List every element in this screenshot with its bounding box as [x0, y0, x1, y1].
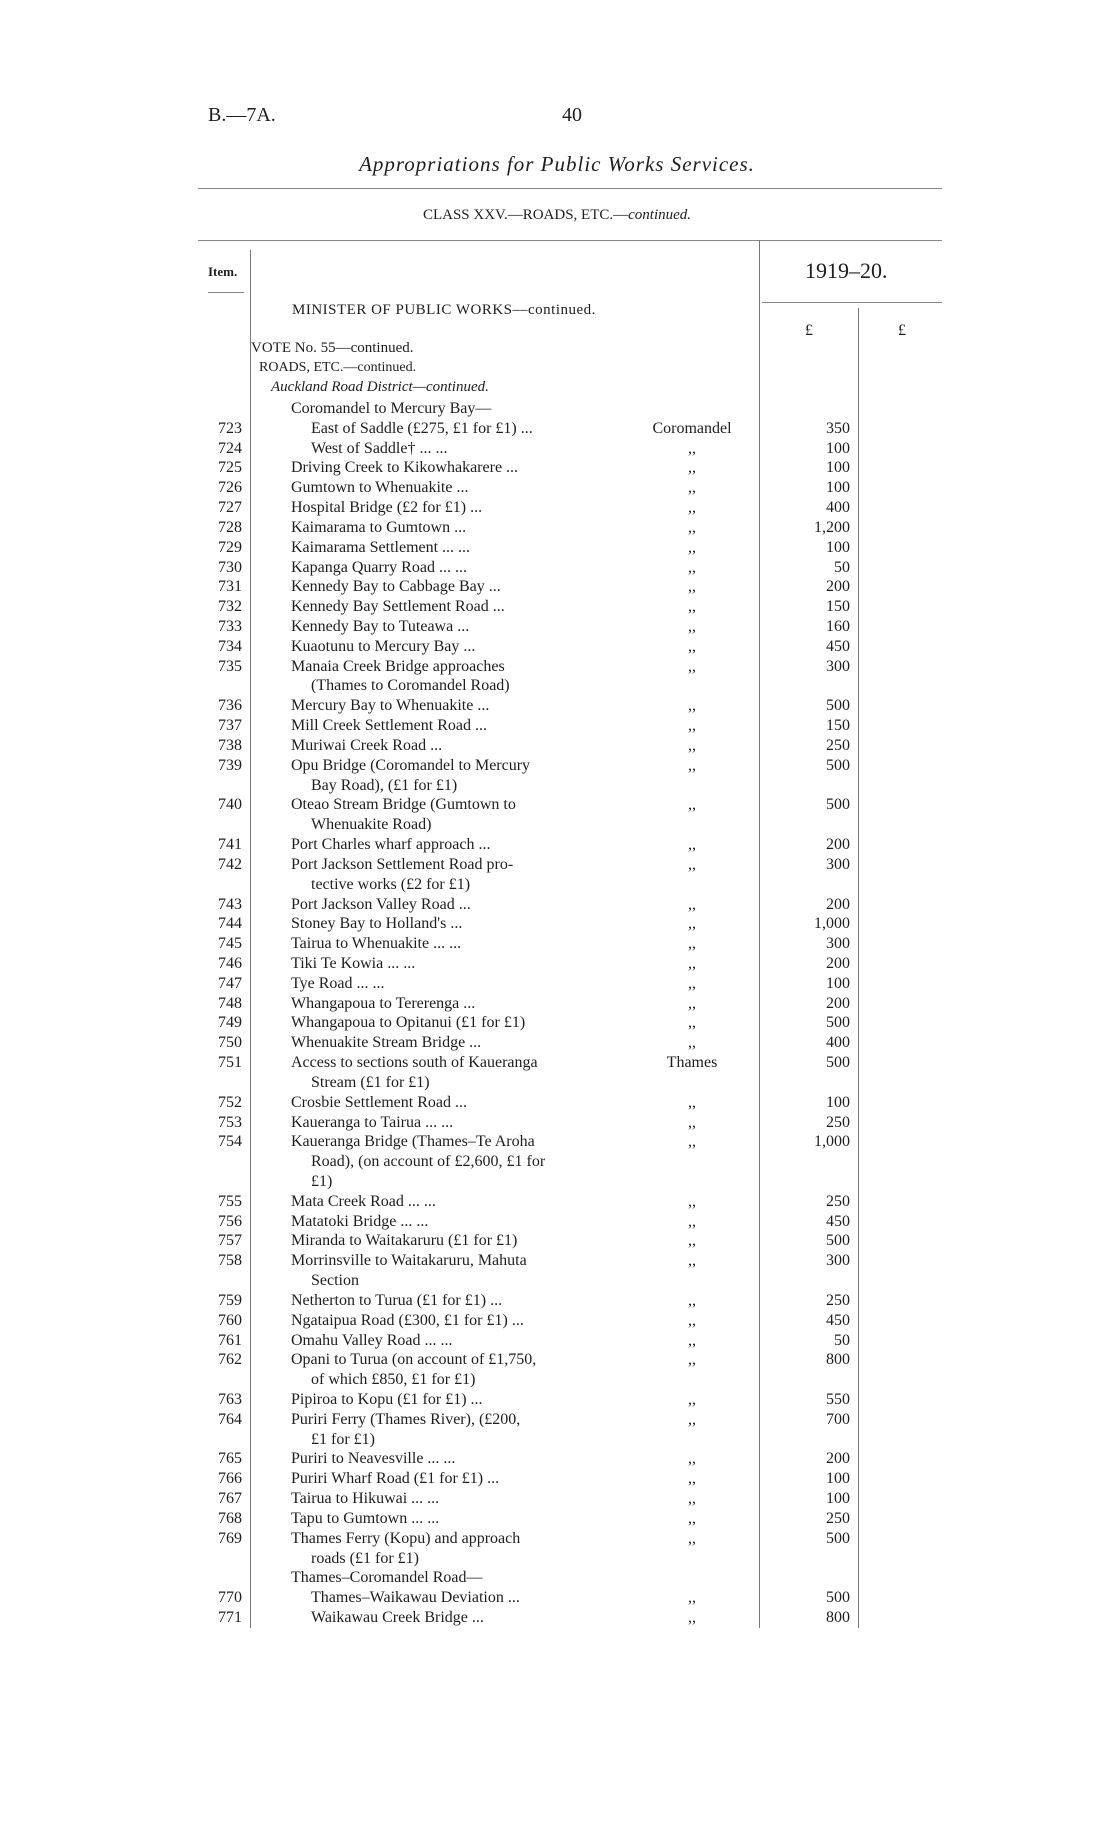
- item-number: 739: [218, 756, 242, 774]
- item-description: Kaueranga Bridge (Thames–Te Aroha: [291, 1133, 535, 1151]
- item-description: Whangapoua to Opitanui (£1 for £1): [291, 1014, 526, 1032]
- item-description: Access to sections south of Kaueranga: [291, 1054, 538, 1072]
- item-district: ,,: [688, 1589, 696, 1607]
- table-row: [0, 1013, 1114, 1033]
- item-number: 759: [218, 1291, 242, 1309]
- page-number: 40: [562, 104, 582, 126]
- item-amount: 50: [834, 1331, 850, 1349]
- currency-symbol-1: £: [805, 322, 813, 339]
- item-amount: 100: [826, 1490, 850, 1508]
- item-description: Mill Creek Settlement Road ...: [291, 717, 487, 735]
- item-amount: 1,200: [814, 518, 850, 536]
- item-number: 729: [218, 538, 242, 556]
- item-amount: 500: [826, 1589, 850, 1607]
- table-row: [0, 1192, 1114, 1212]
- item-number: 767: [218, 1490, 242, 1508]
- table-row: [0, 855, 1114, 875]
- table-row: [0, 478, 1114, 498]
- table-row: [0, 1132, 1114, 1152]
- table-row: [0, 1212, 1114, 1232]
- item-amount: 100: [826, 1093, 850, 1111]
- item-amount: 100: [826, 439, 850, 457]
- item-district: ,,: [688, 855, 696, 873]
- item-number: 746: [218, 954, 242, 972]
- item-number: 727: [218, 499, 242, 517]
- item-district: ,,: [688, 1609, 696, 1627]
- item-number: 754: [218, 1133, 242, 1151]
- item-description: West of Saddle† ... ...: [311, 439, 448, 457]
- item-number: 737: [218, 717, 242, 735]
- item-description: Puriri Wharf Road (£1 for £1) ...: [291, 1470, 500, 1488]
- item-district: ,,: [688, 1529, 696, 1547]
- item-amount: 100: [826, 459, 850, 477]
- item-district: ,,: [688, 717, 696, 735]
- item-amount: 300: [826, 1252, 850, 1270]
- table-row: [0, 1608, 1114, 1628]
- item-amount: 250: [826, 1113, 850, 1131]
- item-district: ,,: [688, 1351, 696, 1369]
- item-amount: 400: [826, 499, 850, 517]
- item-description: Mercury Bay to Whenuakite ...: [291, 697, 490, 715]
- item-number: 736: [218, 697, 242, 715]
- item-district: ,,: [688, 618, 696, 636]
- item-amount: 300: [826, 935, 850, 953]
- item-district: ,,: [688, 1391, 696, 1408]
- table-row: [0, 1509, 1114, 1529]
- item-number: 765: [218, 1450, 242, 1468]
- page-title: Appropriations for Public Works Services.: [359, 152, 755, 176]
- item-district: ,,: [688, 598, 696, 616]
- table-row: [0, 1093, 1114, 1113]
- item-number: 750: [218, 1034, 242, 1052]
- table-row: [0, 538, 1114, 558]
- item-number: 742: [218, 855, 242, 873]
- item-district: ,,: [688, 1450, 696, 1468]
- item-number: 735: [218, 657, 242, 675]
- item-description: Pipiroa to Kopu (£1 for £1) ...: [291, 1391, 483, 1408]
- table-row-continuation: [0, 1271, 1114, 1291]
- table-row-continuation: [0, 815, 1114, 835]
- item-district: ,,: [688, 1093, 696, 1111]
- item-amount: 200: [826, 578, 850, 596]
- item-description: Kaimarama Settlement ... ...: [291, 538, 471, 556]
- item-description: Ngataipua Road (£300, £1 for £1) ...: [291, 1311, 524, 1329]
- table-row: [0, 617, 1114, 637]
- item-number: 752: [218, 1093, 242, 1111]
- item-district: ,,: [688, 1291, 696, 1309]
- item-amount: 500: [826, 1014, 850, 1032]
- item-amount: 200: [826, 1450, 850, 1468]
- item-district: ,,: [688, 915, 696, 933]
- table-row: [0, 1350, 1114, 1370]
- item-amount: 550: [826, 1391, 850, 1408]
- item-district: ,,: [688, 1014, 696, 1032]
- table-row: [0, 1311, 1114, 1331]
- item-header-rule: [208, 292, 244, 293]
- item-description: Mata Creek Road ... ...: [291, 1192, 436, 1210]
- item-description: Port Jackson Valley Road ...: [291, 895, 471, 913]
- item-number: 740: [218, 796, 242, 814]
- item-number: 768: [218, 1509, 242, 1527]
- item-amount: 200: [826, 836, 850, 854]
- item-district: ,,: [688, 1113, 696, 1131]
- item-description: Kaimarama to Gumtown ...: [291, 518, 467, 536]
- item-number: 763: [218, 1391, 242, 1408]
- item-number: 753: [218, 1113, 242, 1131]
- item-amount: 200: [826, 994, 850, 1012]
- table-row-group: [0, 399, 1114, 419]
- table-row: [0, 696, 1114, 716]
- item-district: ,,: [688, 736, 696, 754]
- item-district: ,,: [688, 538, 696, 556]
- table-row: [0, 1231, 1114, 1251]
- item-description: Kaueranga to Tairua ... ...: [291, 1113, 454, 1131]
- table-row: [0, 518, 1114, 538]
- currency-symbol-2: £: [898, 322, 906, 339]
- section-subtitle: [0, 207, 1114, 224]
- item-amount: 1,000: [814, 1133, 850, 1151]
- item-number: 723: [218, 419, 242, 437]
- item-description: of which £850, £1 for £1): [311, 1371, 476, 1389]
- year-column-header: 1919–20.: [805, 258, 888, 283]
- table-row: [0, 439, 1114, 459]
- item-description: Whenuakite Road): [311, 816, 432, 834]
- table-row: [0, 974, 1114, 994]
- table-row: [0, 458, 1114, 478]
- item-district: ,,: [688, 1311, 696, 1329]
- item-number: 761: [218, 1331, 242, 1349]
- item-description: Stream (£1 for £1): [311, 1073, 430, 1091]
- item-district: ,,: [688, 954, 696, 972]
- item-amount: 500: [826, 756, 850, 774]
- item-description: Road), (on account of £2,600, £1 for: [311, 1153, 546, 1171]
- item-number: 745: [218, 935, 242, 953]
- item-district: ,,: [688, 459, 696, 477]
- item-amount: 250: [826, 1291, 850, 1309]
- table-row-continuation: [0, 776, 1114, 796]
- district-heading: Auckland Road District—continued.: [271, 379, 489, 395]
- item-number: 725: [218, 459, 242, 477]
- item-number: 762: [218, 1351, 242, 1369]
- document-code: B.—7A.: [208, 104, 276, 126]
- item-district: ,,: [688, 578, 696, 596]
- subtitle-continued: continued.: [628, 207, 692, 223]
- item-district: ,,: [688, 895, 696, 913]
- item-amount: 500: [826, 1529, 850, 1547]
- table-top-rule: [198, 240, 942, 241]
- item-number: 744: [218, 915, 242, 933]
- item-number: 741: [218, 836, 242, 854]
- item-amount: 50: [834, 558, 850, 576]
- item-description: Puriri to Neavesville ... ...: [291, 1450, 456, 1468]
- item-district: ,,: [688, 1192, 696, 1210]
- item-number: 771: [218, 1609, 242, 1627]
- item-amount: 500: [826, 1054, 850, 1072]
- table-row: [0, 1053, 1114, 1073]
- item-description: Whangapoua to Tererenga ...: [291, 994, 476, 1012]
- item-description: Kennedy Bay to Cabbage Bay ...: [291, 578, 501, 596]
- item-amount: 200: [826, 954, 850, 972]
- title-rule: [198, 188, 942, 189]
- item-description: Tairua to Whenuakite ... ...: [291, 935, 462, 953]
- item-description: Opu Bridge (Coromandel to Mercury: [291, 756, 531, 774]
- table-row: [0, 1588, 1114, 1608]
- table-row-group: [0, 1568, 1114, 1588]
- item-description: Kennedy Bay Settlement Road ...: [291, 598, 505, 616]
- table-row: [0, 1113, 1114, 1133]
- item-number: 728: [218, 518, 242, 536]
- item-district: ,,: [688, 836, 696, 854]
- item-description: Thames Ferry (Kopu) and approach: [291, 1529, 521, 1547]
- item-amount: 100: [826, 974, 850, 992]
- item-amount: 700: [826, 1410, 850, 1428]
- item-description: Oteao Stream Bridge (Gumtown to: [291, 796, 516, 814]
- item-number: 764: [218, 1410, 242, 1428]
- table-row-continuation: [0, 676, 1114, 696]
- item-district: ,,: [688, 697, 696, 715]
- table-row: [0, 1449, 1114, 1469]
- item-description: (Thames to Coromandel Road): [311, 677, 510, 695]
- item-description: Tairua to Hikuwai ... ...: [291, 1490, 440, 1508]
- item-description: £1): [311, 1172, 333, 1190]
- item-district: ,,: [688, 1232, 696, 1250]
- table-row: [0, 558, 1114, 578]
- table-row: [0, 954, 1114, 974]
- item-description: Tapu to Gumtown ... ...: [291, 1509, 440, 1527]
- year-header-rule: [762, 302, 942, 303]
- item-description: Morrinsville to Waitakaruru, Mahuta: [291, 1252, 527, 1270]
- item-number: 747: [218, 974, 242, 992]
- item-description: Thames–Waikawau Deviation ...: [311, 1589, 520, 1607]
- table-row: [0, 716, 1114, 736]
- table-row: [0, 994, 1114, 1014]
- table-row: [0, 736, 1114, 756]
- item-number: 760: [218, 1311, 242, 1329]
- table-row: [0, 1529, 1114, 1549]
- item-district: ,,: [688, 439, 696, 457]
- item-description: East of Saddle (£275, £1 for £1) ...: [311, 419, 533, 437]
- item-amount: 100: [826, 538, 850, 556]
- item-district: ,,: [688, 994, 696, 1012]
- table-row: [0, 657, 1114, 677]
- item-district: ,,: [688, 974, 696, 992]
- item-amount: 200: [826, 895, 850, 913]
- item-number: 731: [218, 578, 242, 596]
- roads-heading: ROADS, ETC.—continued.: [259, 360, 417, 375]
- item-description: Kapanga Quarry Road ... ...: [291, 558, 467, 576]
- table-row: [0, 1291, 1114, 1311]
- item-number: 734: [218, 637, 242, 655]
- item-district: Thames: [666, 1054, 718, 1072]
- table-row: [0, 756, 1114, 776]
- item-description: Tiki Te Kowia ... ...: [291, 954, 416, 972]
- item-description: Kennedy Bay to Tuteawa ...: [291, 618, 470, 636]
- item-amount: 350: [826, 419, 850, 437]
- table-row: [0, 1489, 1114, 1509]
- item-district: ,,: [688, 756, 696, 774]
- item-amount: 500: [826, 1232, 850, 1250]
- item-amount: 450: [826, 1311, 850, 1329]
- table-row-continuation: [0, 1370, 1114, 1390]
- item-district: ,,: [688, 1331, 696, 1349]
- table-row-continuation: [0, 1549, 1114, 1569]
- table-row: [0, 835, 1114, 855]
- item-amount: 300: [826, 657, 850, 675]
- item-number: 766: [218, 1470, 242, 1488]
- item-number: 769: [218, 1529, 242, 1547]
- item-amount: 250: [826, 736, 850, 754]
- item-description: Thames–Coromandel Road—: [291, 1569, 483, 1587]
- item-number: 724: [218, 439, 242, 457]
- item-column-header: Item.: [208, 264, 238, 279]
- table-row: [0, 1410, 1114, 1430]
- table-row: [0, 498, 1114, 518]
- item-amount: 500: [826, 796, 850, 814]
- item-description: Puriri Ferry (Thames River), (£200,: [291, 1410, 521, 1428]
- item-district: ,,: [688, 1490, 696, 1508]
- item-number: 758: [218, 1252, 242, 1270]
- table-row: [0, 637, 1114, 657]
- item-amount: 250: [826, 1509, 850, 1527]
- item-description: Coromandel to Mercury Bay—: [291, 400, 492, 417]
- item-number: 755: [218, 1192, 242, 1210]
- item-amount: 150: [826, 598, 850, 616]
- item-district: ,,: [688, 1212, 696, 1230]
- item-description: £1 for £1): [311, 1430, 375, 1448]
- item-district: Coromandel: [652, 419, 732, 437]
- item-number: 749: [218, 1014, 242, 1032]
- item-description: Miranda to Waitakaruru (£1 for £1): [291, 1232, 518, 1250]
- item-description: Port Jackson Settlement Road pro-: [291, 855, 514, 873]
- item-description: Matatoki Bridge ... ...: [291, 1212, 429, 1230]
- item-description: Bay Road), (£1 for £1): [311, 776, 458, 794]
- item-description: Port Charles wharf approach ...: [291, 836, 491, 854]
- item-description: Hospital Bridge (£2 for £1) ...: [291, 499, 483, 517]
- item-district: ,,: [688, 558, 696, 576]
- item-amount: 800: [826, 1609, 850, 1627]
- table-row: [0, 895, 1114, 915]
- table-row-continuation: [0, 875, 1114, 895]
- item-amount: 100: [826, 479, 850, 497]
- item-district: ,,: [688, 1509, 696, 1527]
- item-district: ,,: [688, 796, 696, 814]
- item-number: 751: [218, 1054, 242, 1072]
- item-amount: 450: [826, 1212, 850, 1230]
- item-description: Whenuakite Stream Bridge ...: [291, 1034, 482, 1052]
- item-description: Section: [311, 1272, 359, 1290]
- item-amount: 800: [826, 1351, 850, 1369]
- table-row: [0, 914, 1114, 934]
- item-description: Kuaotunu to Mercury Bay ...: [291, 637, 476, 655]
- item-number: 738: [218, 736, 242, 754]
- vote-heading: VOTE No. 55—continued.: [251, 340, 414, 356]
- item-number: 733: [218, 618, 242, 636]
- item-description: Crosbie Settlement Road ...: [291, 1093, 467, 1111]
- table-row: [0, 1390, 1114, 1410]
- item-description: Gumtown to Whenuakite ...: [291, 479, 469, 497]
- item-number: 726: [218, 479, 242, 497]
- table-row-continuation: [0, 1172, 1114, 1192]
- item-district: ,,: [688, 499, 696, 517]
- item-description: Manaia Creek Bridge approaches: [291, 657, 505, 675]
- table-row: [0, 1251, 1114, 1271]
- item-amount: 300: [826, 855, 850, 873]
- item-district: ,,: [688, 1252, 696, 1270]
- item-amount: 500: [826, 697, 850, 715]
- item-district: ,,: [688, 657, 696, 675]
- item-district: ,,: [688, 935, 696, 953]
- item-district: ,,: [688, 518, 696, 536]
- table-row: [0, 1469, 1114, 1489]
- item-district: ,,: [688, 1470, 696, 1488]
- item-district: ,,: [688, 637, 696, 655]
- table-row: [0, 1033, 1114, 1053]
- table-row: [0, 419, 1114, 439]
- item-amount: 250: [826, 1192, 850, 1210]
- item-number: 748: [218, 994, 242, 1012]
- table-row-continuation: [0, 1073, 1114, 1093]
- item-description: Netherton to Turua (£1 for £1) ...: [291, 1291, 503, 1309]
- item-description: roads (£1 for £1): [311, 1549, 419, 1567]
- item-district: ,,: [688, 1034, 696, 1052]
- item-description: tective works (£2 for £1): [311, 875, 471, 893]
- table-row: [0, 934, 1114, 954]
- item-amount: 450: [826, 637, 850, 655]
- item-amount: 160: [826, 618, 850, 636]
- table-row: [0, 1331, 1114, 1351]
- item-number: 757: [218, 1232, 242, 1250]
- table-row-continuation: [0, 1152, 1114, 1172]
- item-description: Omahu Valley Road ... ...: [291, 1331, 453, 1349]
- item-description: Driving Creek to Kikowhakarere ...: [291, 459, 519, 477]
- table-row: [0, 597, 1114, 617]
- item-number: 756: [218, 1212, 242, 1230]
- item-description: Tye Road ... ...: [291, 974, 385, 992]
- item-description: Stoney Bay to Holland's ...: [291, 915, 463, 933]
- item-district: ,,: [688, 1133, 696, 1151]
- item-amount: 100: [826, 1470, 850, 1488]
- item-description: Waikawau Creek Bridge ...: [311, 1609, 484, 1627]
- subtitle-main: CLASS XXV.—ROADS, ETC.—: [422, 207, 629, 223]
- table-row: [0, 577, 1114, 597]
- table-row: [0, 795, 1114, 815]
- item-number: 770: [218, 1589, 242, 1607]
- item-district: ,,: [688, 479, 696, 497]
- item-amount: 400: [826, 1034, 850, 1052]
- item-number: 743: [218, 895, 242, 913]
- item-number: 732: [218, 598, 242, 616]
- item-description: Muriwai Creek Road ...: [291, 736, 443, 754]
- item-amount: 1,000: [814, 915, 850, 933]
- minister-heading: MINISTER OF PUBLIC WORKS—continued.: [292, 302, 596, 318]
- item-description: Opani to Turua (on account of £1,750,: [291, 1351, 537, 1369]
- table-row-continuation: [0, 1430, 1114, 1450]
- item-district: ,,: [688, 1410, 696, 1428]
- item-number: 730: [218, 558, 242, 576]
- item-amount: 150: [826, 717, 850, 735]
